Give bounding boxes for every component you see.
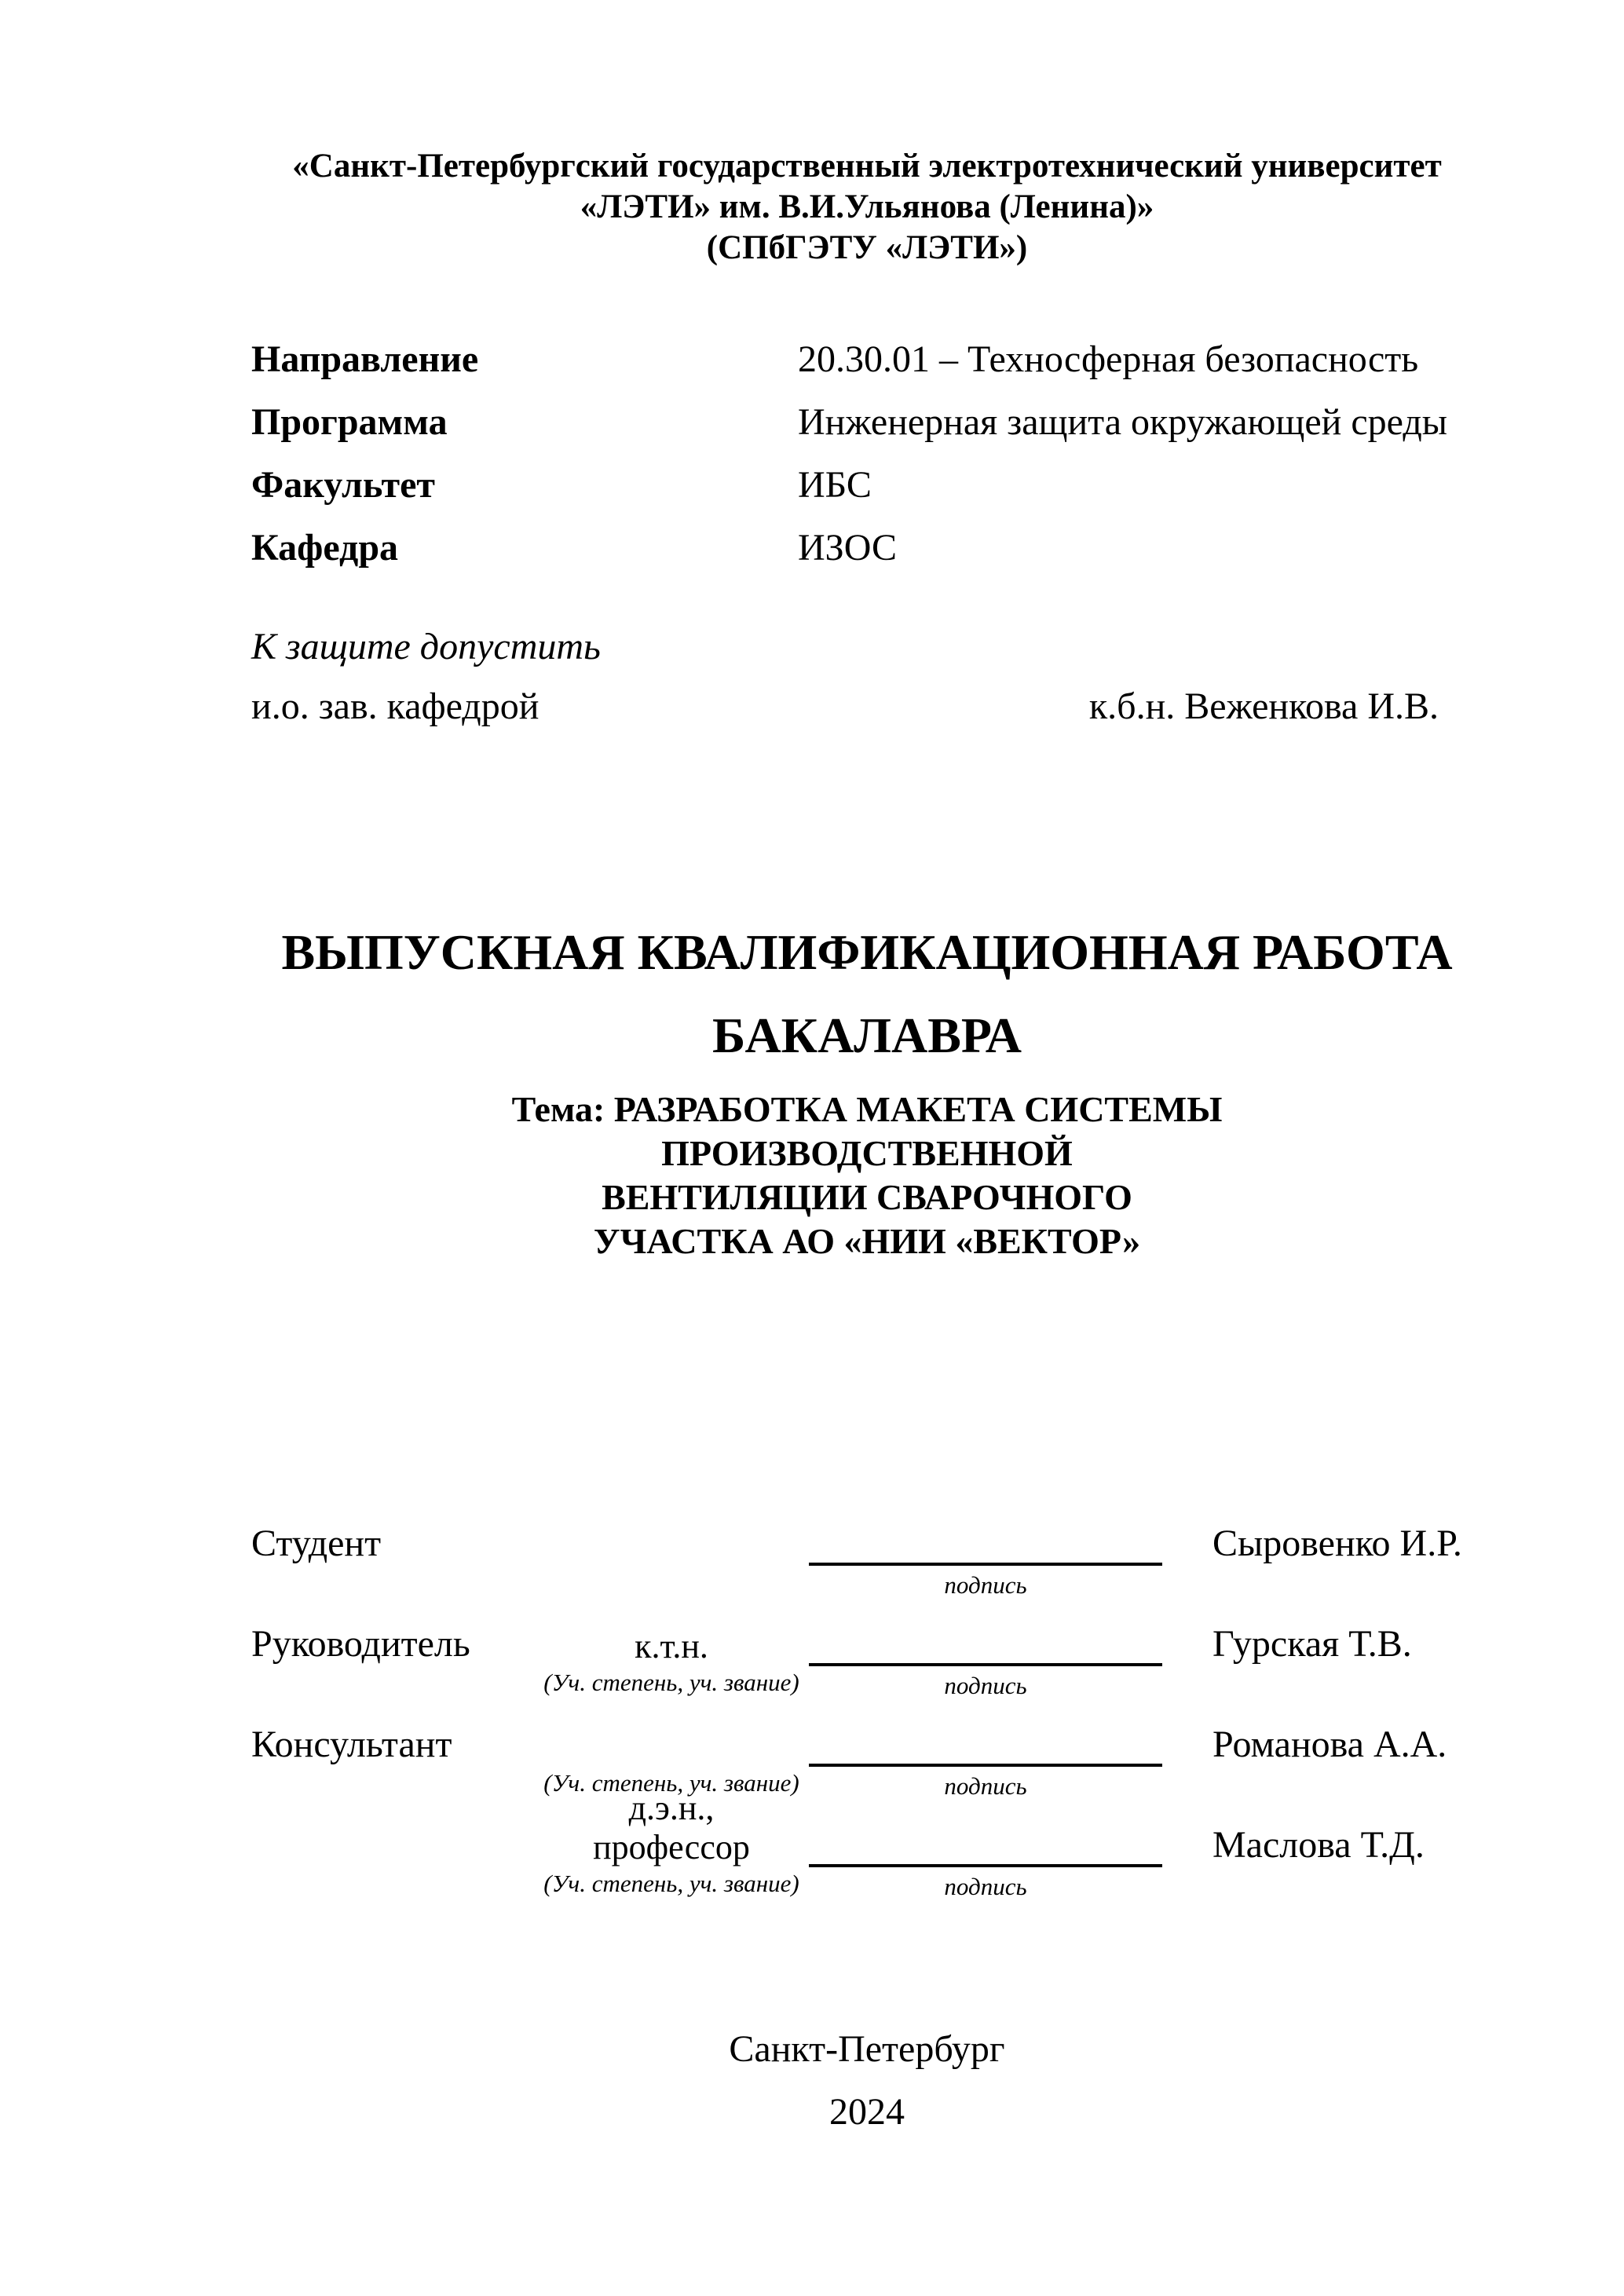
university-name-line2: «ЛЭТИ» им. В.И.Ульянова (Ленина)» [580, 188, 1154, 225]
signature-line-cell [809, 1764, 1162, 1800]
signature-role-supervisor: Руководитель [251, 1623, 470, 1665]
field-row-faculty [251, 463, 1483, 526]
field-label-direction: Направление [251, 338, 479, 380]
thesis-theme [251, 1088, 1483, 1263]
signature-role-consultant: Консультант [251, 1724, 452, 1765]
signature-name-consultant2: Маслова Т.Д. [1213, 1824, 1425, 1866]
field-label-faculty: Факультет [251, 464, 435, 506]
admission-role: и.о. зав. кафедрой [251, 686, 540, 727]
program-fields [251, 338, 1483, 589]
theme-line1: Тема: РАЗРАБОТКА МАКЕТА СИСТЕМЫ [511, 1089, 1223, 1129]
footer-city: Санкт-Петербург [729, 2028, 1005, 2070]
signature-degree-cell [543, 1627, 799, 1696]
work-title-line2: БАКАЛАВРА [711, 1007, 1022, 1063]
signature-underline [809, 1563, 1162, 1566]
theme-line4: УЧАСТКА АО «НИИ «ВЕКТОР» [593, 1221, 1141, 1261]
signature-line-caption: подпись [944, 1873, 1027, 1900]
theme-line3: ВЕНТИЛЯЦИИ СВАРОЧНОГО [602, 1177, 1132, 1217]
signature-line-cell [809, 1864, 1162, 1900]
signature-name-supervisor: Гурская Т.В. [1213, 1623, 1412, 1665]
university-abbreviation: (СПбГЭТУ «ЛЭТИ») [706, 229, 1028, 266]
signature-degree-value: д.э.н., профессор [593, 1789, 750, 1866]
admission-approver: к.б.н. Веженкова И.В. [1088, 686, 1439, 727]
field-label-department: Кафедра [251, 527, 399, 569]
field-row-direction [251, 338, 1483, 400]
signature-table [251, 1465, 1483, 1900]
admission-note: К защите допустить [251, 626, 601, 667]
signature-row-student [251, 1465, 1483, 1599]
footer-year: 2024 [829, 2091, 905, 2133]
signature-degree-caption: (Уч. степень, уч. звание) [543, 1669, 799, 1696]
signature-degree-value: к.т.н. [635, 1627, 708, 1665]
field-value-department: ИЗОС [798, 527, 897, 569]
signature-line-cell [809, 1663, 1162, 1699]
signature-degree-caption: (Уч. степень, уч. звание) [543, 1870, 799, 1897]
field-label-program: Программа [251, 401, 448, 443]
signature-line-caption: подпись [944, 1672, 1027, 1699]
field-value-direction: 20.30.01 – Техносферная безопасность [798, 338, 1419, 380]
university-name-line1: «Санкт-Петербургский государственный электротехнический университет [292, 148, 1442, 185]
signature-underline [809, 1864, 1162, 1867]
signature-line-caption: подпись [944, 1772, 1027, 1800]
field-row-department [251, 526, 1483, 589]
field-value-faculty: ИБС [798, 464, 872, 506]
signature-line-caption: подпись [944, 1571, 1027, 1599]
admission-row [251, 685, 1483, 729]
signature-degree-cell [543, 1789, 799, 1897]
university-header [251, 146, 1483, 269]
signature-underline [809, 1663, 1162, 1666]
signature-name-consultant: Романова А.А. [1213, 1724, 1447, 1765]
work-title-line1: ВЫПУСКНАЯ КВАЛИФИКАЦИОННАЯ РАБОТА [281, 924, 1453, 980]
signature-role-student: Студент [251, 1523, 382, 1564]
signature-name-student: Сыровенко И.Р. [1213, 1523, 1462, 1564]
signature-degree-caption: (Уч. степень, уч. звание) [543, 1769, 799, 1797]
theme-line2: ПРОИЗВОДСТВЕННОЙ [661, 1133, 1073, 1173]
field-value-program: Инженерная защита окружающей среды [798, 401, 1448, 443]
signature-line-cell [809, 1563, 1162, 1599]
signature-underline [809, 1764, 1162, 1767]
field-row-program [251, 400, 1483, 463]
